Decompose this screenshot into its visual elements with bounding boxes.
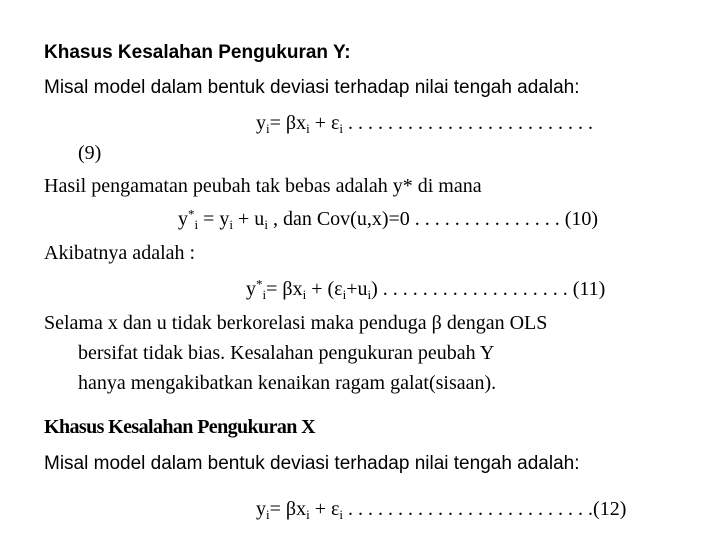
observation-text: Hasil pengamatan peubah tak bebas adalah y* di mana [44,175,482,197]
eq10-star: * [188,206,195,222]
eq9-lhs-sub: i [266,120,270,136]
eq11-star: * [256,276,263,292]
eq10-y: y [178,208,188,230]
conclusion-line-1: Selama x dan u tidak berkorelasi maka penduga β dengan OLS [44,312,548,334]
eq9-eps-sub: i [339,120,344,136]
conclusion-line-2: bersifat tidak bias. Kesalahan pengukuran peubah Y [78,342,495,364]
eq11-plus: + (ε [306,278,343,300]
eq12-lhs-var: y [256,498,266,520]
eq9-rhs-mid: = βx [269,112,307,134]
eq12-lhs-sub: i [266,506,270,522]
model-intro-text-x: Misal model dalam bentuk deviasi terhadap nilai tengah adalah: [44,453,580,474]
eq10-rest: , dan Cov(u,x)=0 . . . . . . . . . . . . . . . (10) [267,208,599,230]
eq12-eps-sub: i [339,506,344,522]
model-intro-text: Misal model dalam bentuk deviasi terhadap nilai tengah adalah: [44,77,580,98]
eq9-lhs-var: y [256,112,266,134]
eq11-y-sub: i [262,286,267,302]
eq12-rhs-plus: + ε [309,498,340,520]
eq11-rest: ) . . . . . . . . . . . . . . . . . . . (11) [371,278,606,300]
eq9-rhs-plus: + ε [309,112,340,134]
eq10-mid: = y [198,208,230,230]
equation-9-number: (9) [78,142,102,164]
eq12-rest: . . . . . . . . . . . . . . . . . . . . . . . . .(12) [343,498,627,520]
eq10-mid-sub: i [229,216,234,232]
heading-measurement-error-y: Khasus Kesalahan Pengukuran Y: [44,42,351,63]
eq10-y-sub: i [194,216,199,232]
heading-measurement-error-x: Khasus Kesalahan Pengukuran X [44,416,316,438]
eq11-plus-u: +u [346,278,368,300]
eq11-eps-sub: i [342,286,347,302]
eq12-x-sub: i [306,506,310,522]
eq9-x-sub: i [306,120,310,136]
consequence-text: Akibatnya adalah : [44,242,196,264]
equation-9 [256,112,593,135]
eq11-y: y [246,278,256,300]
eq11-u-sub: i [367,286,372,302]
eq11-x-sub: i [302,286,307,302]
eq10-plus-u: + u [233,208,265,230]
conclusion-line-3: hanya mengakibatkan kenaikan ragam galat(sisaan). [78,372,497,394]
eq12-rhs-mid: = βx [269,498,307,520]
eq11-mid: = βx [266,278,303,300]
equation-12 [256,498,626,521]
equation-11 [246,278,605,301]
eq9-dots: . . . . . . . . . . . . . . . . . . . . . . . . . [343,112,594,134]
eq10-u-sub: i [264,216,268,232]
equation-10 [178,208,598,231]
